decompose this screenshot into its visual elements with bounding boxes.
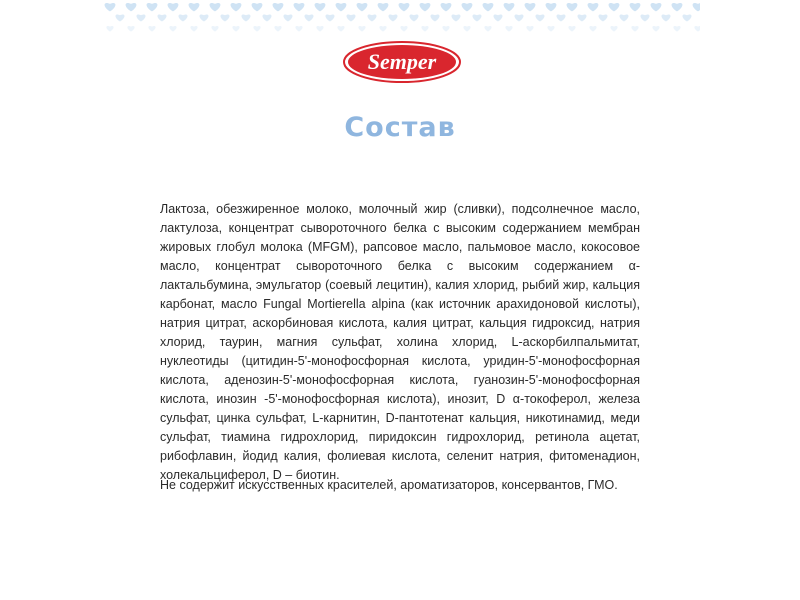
heart-icon [651,3,662,11]
heart-icon [546,3,557,11]
heart-icon [315,3,326,11]
heart-icon [190,26,197,32]
heart-icon [325,14,334,21]
hearts-pattern-decoration [100,0,700,40]
heart-icon [169,26,176,32]
heart-icon [463,26,470,32]
heart-icon [525,3,536,11]
heart-icon [262,14,271,21]
heart-icon [283,14,292,21]
heart-icon [189,3,200,11]
heart-icon [577,14,586,21]
heart-icon [232,26,239,32]
heart-icon [357,3,368,11]
hearts-pattern-graphic [100,0,700,40]
heart-icon [399,3,410,11]
heart-icon [294,3,305,11]
heart-icon [316,26,323,32]
heart-icon [493,14,502,21]
section-title: Состав [344,112,456,143]
heart-icon [388,14,397,21]
heart-icon [462,3,473,11]
heart-icon [168,3,179,11]
heart-icon [379,26,386,32]
heart-icon [619,14,628,21]
heart-icon [630,3,641,11]
heart-icon [442,26,449,32]
heart-icon [336,3,347,11]
heart-icon [430,14,439,21]
heart-icon [378,3,389,11]
heart-icon [147,3,158,11]
heart-icon [556,14,565,21]
heart-icon [136,14,145,21]
heart-icon [567,3,578,11]
heart-icon [609,3,620,11]
heart-icon [148,26,155,32]
heart-icon [535,14,544,21]
heart-icon [367,14,376,21]
heart-icon [526,26,533,32]
heart-icon [661,14,670,21]
heart-icon [106,26,113,32]
heart-icon [568,26,575,32]
heart-icon [252,3,263,11]
heart-icon [693,3,700,11]
logo-text: Semper [367,49,437,74]
heart-icon [694,26,700,32]
heart-icon [640,14,649,21]
heart-icon [421,26,428,32]
heart-icon [682,14,691,21]
heart-icon [199,14,208,21]
heart-icon [631,26,638,32]
heart-icon [127,26,134,32]
heart-icon [504,3,515,11]
heart-icon [231,3,242,11]
heart-icon [337,26,344,32]
heart-icon [210,3,221,11]
heart-icon [483,3,494,11]
heart-icon [673,26,680,32]
heart-icon [115,14,124,21]
composition-text: Лактоза, обезжиренное молоко, молочный жир (сливки), подсолнечное масло, лактулоза, концентрат сывороточного белка с высоким содержанием мембран жировых глобул молока (MFGM), рапсовое масло, пальмовое масло, кокосовое масло, концентрат сывороточного белка с высоким содержанием α-лактальбумина, эмульгатор (соевый лецитин), калия хлорид, рыбий жир, кальция карбонат, масло Fungal Mortierella alpina (как источник арахидоновой кислоты), натрия цитрат, аскорбиновая кислота, калия цитрат, кальция гидроксид, натрия хлорид, таурин, магния сульфат, холина хлорид, L-аскорбилпальмитат, нуклеотиды (цитидин-5'-монофосфорная кислота, уридин-5'-монофосфорная кислота, аденозин-5'-монофосфорная кислота, гуанозин-5'-монофосфорная кислота, инозин -5'-монофосфорная кислота), инозит, D α-токоферол, железа сульфат, цинка сульфат, L-карнитин, D-пантотенат кальция, никотинамид, меди сульфат, тиамина гидрохлорид, пиридоксин гидрохлорид, ретинола ацетат, рибофлавин, йодид калия, фолиевая кислота, селенит натрия, фитоменадион, холекальциферол, D – биотин. [160,202,640,482]
heart-icon [126,3,137,11]
heart-icon [253,26,260,32]
heart-icon [672,3,683,11]
heart-icon [652,26,659,32]
heart-icon [588,3,599,11]
heart-icon [304,14,313,21]
heart-icon [211,26,218,32]
heart-icon [484,26,491,32]
heart-icon [295,26,302,32]
heart-icon [514,14,523,21]
no-additives-note: Не содержит искусственных красителей, ароматизаторов, консервантов, ГМО. [160,478,618,492]
heart-icon [274,26,281,32]
heart-icon [547,26,554,32]
heart-icon [273,3,284,11]
heart-icon [505,26,512,32]
heart-icon [241,14,250,21]
semper-logo [342,40,462,84]
heart-icon [220,14,229,21]
heart-icon [472,14,481,21]
heart-icon [420,3,431,11]
heart-icon [358,26,365,32]
heart-icon [610,26,617,32]
heart-icon [157,14,166,21]
heart-icon [451,14,460,21]
heart-icon [178,14,187,21]
heart-icon [400,26,407,32]
heart-icon [589,26,596,32]
heart-icon [441,3,452,11]
heart-icon [346,14,355,21]
heart-icon [105,3,116,11]
heart-icon [409,14,418,21]
heart-icon [598,14,607,21]
